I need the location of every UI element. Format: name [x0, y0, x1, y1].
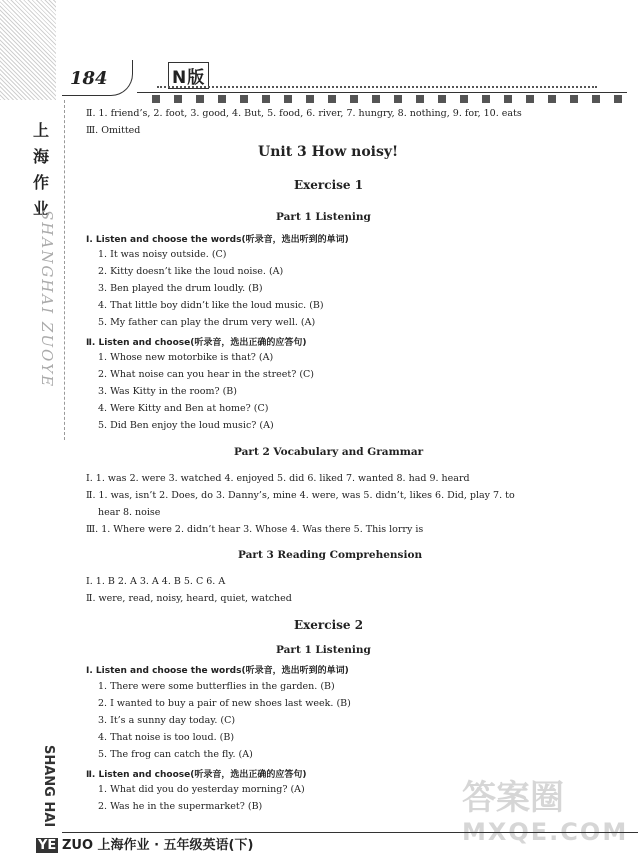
prev-answer-line: Ⅱ. 1. friend’s, 2. foot, 3. good, 4. But, 5. food, 6. river, 7. hungry, 8. nothing, 9. for, 10. eats: [86, 108, 522, 119]
exercise-title: Exercise 2: [294, 618, 364, 632]
page-number: 184: [70, 68, 108, 89]
sidebar-vertical-text: [34, 210, 56, 435]
page-header: [62, 60, 638, 110]
sidebar-vertical-label: SHANGHAI ZUOYE: [38, 210, 56, 389]
section-title: Ⅰ. Listen and choose the words(听录音，选出听到的单词): [86, 235, 349, 245]
header-dots: [157, 86, 597, 88]
footer-rule: [62, 832, 638, 833]
answer-line: Ⅲ. 1. Where were 2. didn’t hear 3. Whose 4. Was there 5. This lorry is: [86, 524, 424, 535]
part-title: Part 2 Vocabulary and Grammar: [234, 446, 424, 458]
answer-item: 2. Kitty doesn’t like the loud noise. (A): [98, 266, 284, 277]
answer-item: 1. There were some butterflies in the garden. (B): [98, 681, 335, 692]
sidebar-divider: [64, 100, 65, 440]
sidebar-char: 业: [32, 199, 49, 218]
sidebar: [0, 0, 62, 857]
answer-item: 4. That little boy didn’t like the loud music. (B): [98, 300, 324, 311]
answer-item: 5. The frog can catch the fly. (A): [98, 749, 253, 760]
sidebar-bottom-label: SHANG HAI: [41, 745, 56, 828]
answer-item: 1. What did you do yesterday morning? (A): [98, 784, 305, 795]
section-title: Ⅱ. Listen and choose(听录音，选出正确的应答句): [86, 338, 307, 348]
footer-text: ZUO 上海作业 · 五年级英语(下): [62, 838, 254, 853]
answer-item: 2. Was he in the supermarket? (B): [98, 801, 263, 812]
edition-label: N版: [168, 62, 209, 89]
prev-answer-line: Ⅲ. Omitted: [86, 125, 141, 136]
answer-item: 5. My father can play the drum very well. (A): [98, 317, 316, 328]
answer-item: 5. Did Ben enjoy the loud music? (A): [98, 420, 274, 431]
watermark-site: MXQE.COM: [462, 818, 629, 846]
sidebar-char: 海: [32, 147, 49, 166]
answer-item: 3. It’s a sunny day today. (C): [98, 715, 236, 726]
answer-item: 1. Whose new motorbike is that? (A): [98, 352, 274, 363]
unit-title: Unit 3 How noisy!: [258, 144, 399, 160]
watermark-cn: 答案圈: [462, 778, 564, 818]
exercise-title: Exercise 1: [294, 178, 364, 192]
answer-item: 3. Ben played the drum loudly. (B): [98, 283, 263, 294]
answer-line: Ⅰ. 1. was 2. were 3. watched 4. enjoyed 5. did 6. liked 7. wanted 8. had 9. heard: [86, 473, 470, 484]
section-title: Ⅰ. Listen and choose the words(听录音，选出听到的单词): [86, 666, 349, 676]
part-title: Part 1 Listening: [276, 211, 371, 223]
answer-item: 4. Were Kitty and Ben at home? (C): [98, 403, 269, 414]
header-rule: [137, 92, 627, 93]
answer-item: 4. That noise is too loud. (B): [98, 732, 235, 743]
answer-line: Ⅱ. were, read, noisy, heard, quiet, watched: [86, 593, 292, 604]
answer-item: 2. I wanted to buy a pair of new shoes last week. (B): [98, 698, 351, 709]
answer-item: 2. What noise can you hear in the street? (C): [98, 369, 315, 380]
part-title: Part 1 Listening: [276, 644, 371, 656]
answer-item: 1. It was noisy outside. (C): [98, 249, 227, 260]
sidebar-bottom-text: [36, 745, 58, 835]
sidebar-char: 上: [32, 121, 49, 140]
answer-line: hear 8. noise: [98, 507, 161, 518]
section-title: Ⅱ. Listen and choose(听录音，选出正确的应答句): [86, 770, 307, 780]
sidebar-ye: YE: [38, 838, 57, 853]
answer-line: Ⅰ. 1. B 2. A 3. A 4. B 5. C 6. A: [86, 576, 226, 587]
answer-line: Ⅱ. 1. was, isn’t 2. Does, do 3. Danny’s, mine 4. were, was 5. didn’t, likes 6. Did, play 7. to: [86, 490, 515, 501]
answer-item: 3. Was Kitty in the room? (B): [98, 386, 237, 397]
page-footer: [62, 828, 638, 857]
sidebar-char: 作: [32, 173, 49, 192]
sidebar-pattern: [0, 0, 56, 100]
header-squares: [152, 95, 622, 103]
sidebar-title: [28, 118, 54, 222]
part-title: Part 3 Reading Comprehension: [238, 549, 423, 561]
